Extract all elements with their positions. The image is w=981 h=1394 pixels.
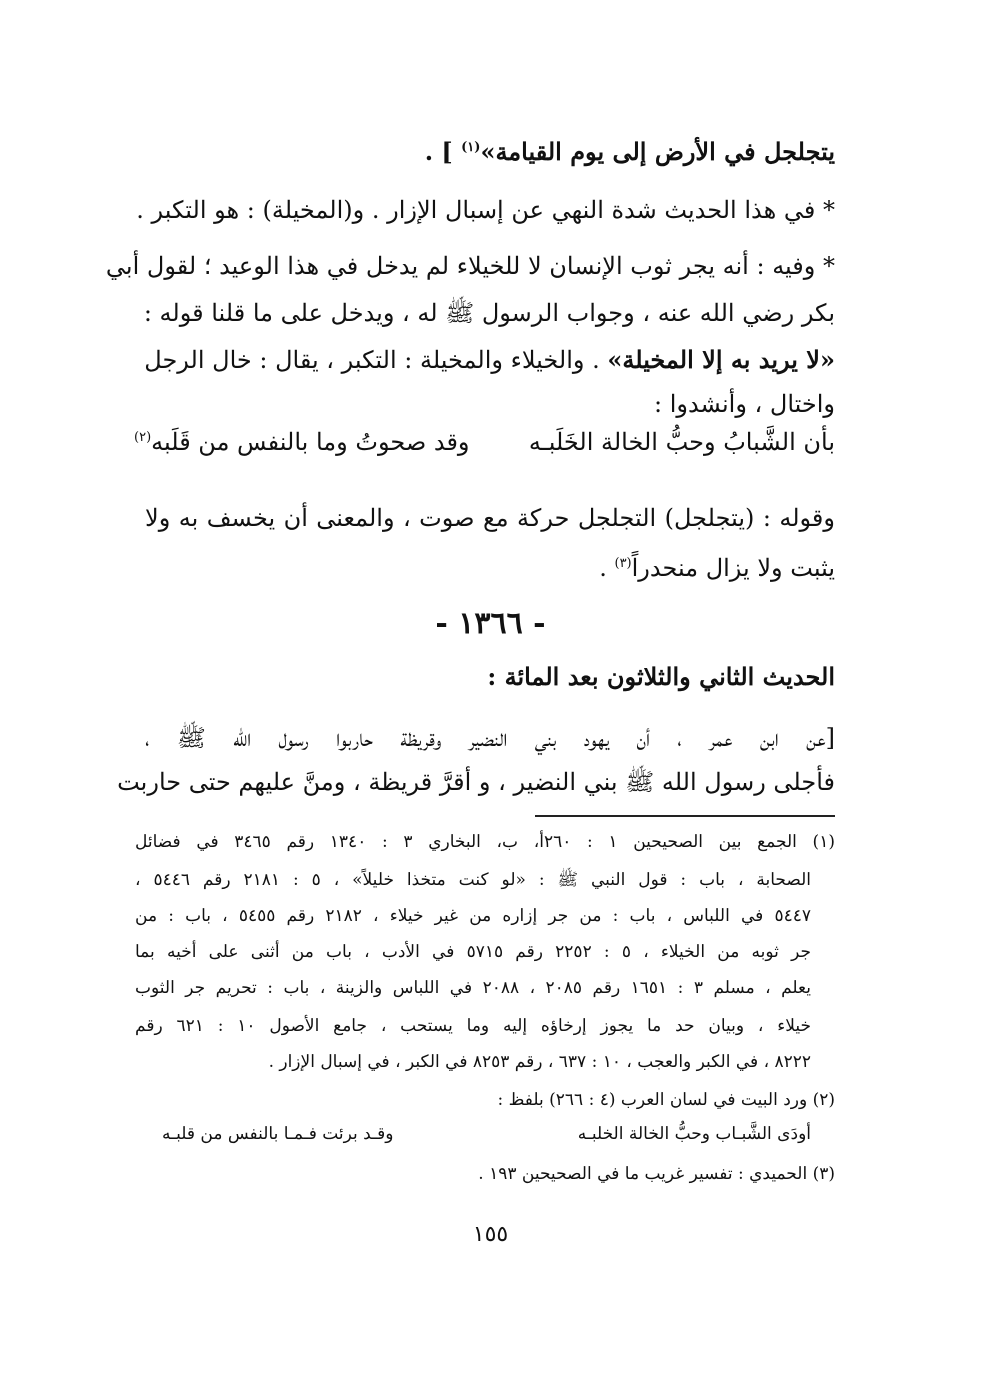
- footnote-1-line-1: (١) الجمع بين الصحيحين ١ : ٢٦٠أ، ب، البخاري ٣ : ١٣٤٠ رقم ٣٤٦٥ في فضائل: [135, 832, 835, 852]
- footnote-1-line-5: يعلم ، مسلم ٣ : ١٦٥١ رقم ٢٠٨٥ ، ٢٠٨٨ في اللباس والزينة ، باب : تحريم جر الثوب: [135, 978, 811, 998]
- body-line-1-end: ] .: [424, 137, 462, 166]
- hadith-line-1: [عن ابن عمر ، أن يهود بني النضير وقريظة حاربوا رسول الله ﷺ ،: [145, 724, 835, 752]
- body-line-8: [145, 548, 835, 584]
- body-line-1-text: يتجلجل في الأرض إلى يوم القيامة»: [480, 137, 835, 166]
- section-heading: الحديث الثاني والثلاثون بعد المائة :: [487, 662, 835, 691]
- verse-hemistich-right: بأن الشَّبابُ وحبُّ الخالة الخَلَبـه: [528, 428, 835, 456]
- page-number: ١٥٥: [472, 1222, 509, 1247]
- footnote-1-line-7: ٨٢٢٢ ، في الكبر والعجب ، ١٠ : ٦٣٧ ، رقم ٨٢٥٣ في الكبر ، في إسبال الإزار .: [268, 1052, 811, 1072]
- body-line-1: [145, 132, 835, 168]
- quoted-phrase: «لا يريد به إلا المخيلة»: [607, 345, 835, 374]
- body-line-8-end: .: [599, 554, 615, 582]
- hadith-number: - ١٣٦٦ -: [435, 606, 546, 641]
- footnote-3: (٣) الحميدي : تفسير غريب ما في الصحيحين ١٩٣ .: [478, 1164, 835, 1184]
- footnote-2-line-1: (٢) ورد البيت في لسان العرب (٤ : ٢٦٦) بلفظ :: [497, 1090, 835, 1110]
- body-line-3: * وفيه : أنه يجر ثوب الإنسان لا للخيلاء لم يدخل في هذا الوعيد ؛ لقول أبي: [105, 252, 835, 280]
- footnote-ref-1: (١): [461, 140, 481, 155]
- footnote-2-verse-left: وقـد برئت فـمـا بالنفس من قلبـه: [162, 1124, 394, 1144]
- footnote-ref-3: (٣): [614, 556, 632, 571]
- footnote-1-line-3: ٥٤٤٧ في اللباس ، باب : من جر إزاره من غير خيلاء ، ٢١٨٢ رقم ٥٤٥٥ ، باب : من: [135, 906, 811, 926]
- hadith-line-2: فأجلى رسول الله ﷺ بني النضير ، و أقرَّ قريظة ، ومنَّ عليهم حتى حاربت: [117, 768, 835, 796]
- footnote-1-line-2: الصحابة ، باب : قول النبي ﷺ : «لو كنت متخذا خليلاً» ، ٥ : ٢١٨١ رقم ٥٤٤٦ ،: [135, 870, 812, 890]
- body-line-7: وقوله : (يتجلجل) التجلجل حركة مع صوت ، والمعنى أن يخسف به ولا: [145, 504, 835, 532]
- footnote-separator: [535, 815, 835, 817]
- body-line-8-text: يثبت ولا يزال منحدراً: [631, 554, 835, 582]
- footnote-1-line-4: جر ثوبه من الخيلاء ، ٥ : ٢٢٥٢ رقم ٥٧١٥ في الأدب ، باب من أثنى على أخيه بما: [135, 942, 811, 962]
- body-line-2: * في هذا الحديث شدة النهي عن إسبال الإزار . و(المخيلة) : هو التكبر .: [136, 196, 835, 224]
- body-line-5-rest: . والخيلاء والمخيلة : التكبر ، يقال : خال الرجل: [144, 346, 608, 374]
- body-line-5: [145, 344, 835, 376]
- footnote-1-line-6: خيلاء ، وبيان حد ما يجوز إرخاؤه إليه وما يستحب ، جامع الأصول ١٠ : ٦٢١ رقم: [135, 1016, 811, 1036]
- footnote-2-verse-right: أودَى الشَّبـاب وحبُّ الخالة الخلبـه: [577, 1124, 811, 1144]
- verse-left-text: وقد صحوتُ وما بالنفس من قَلَبه: [151, 428, 470, 456]
- verse-hemistich-left: [134, 428, 470, 456]
- footnote-ref-2: (٢): [134, 430, 152, 445]
- body-line-4: بكر رضي الله عنه ، وجواب الرسول ﷺ له ، ويدخل على ما قلنا قوله :: [143, 299, 835, 327]
- body-line-6: واختال ، وأنشدوا :: [653, 390, 835, 418]
